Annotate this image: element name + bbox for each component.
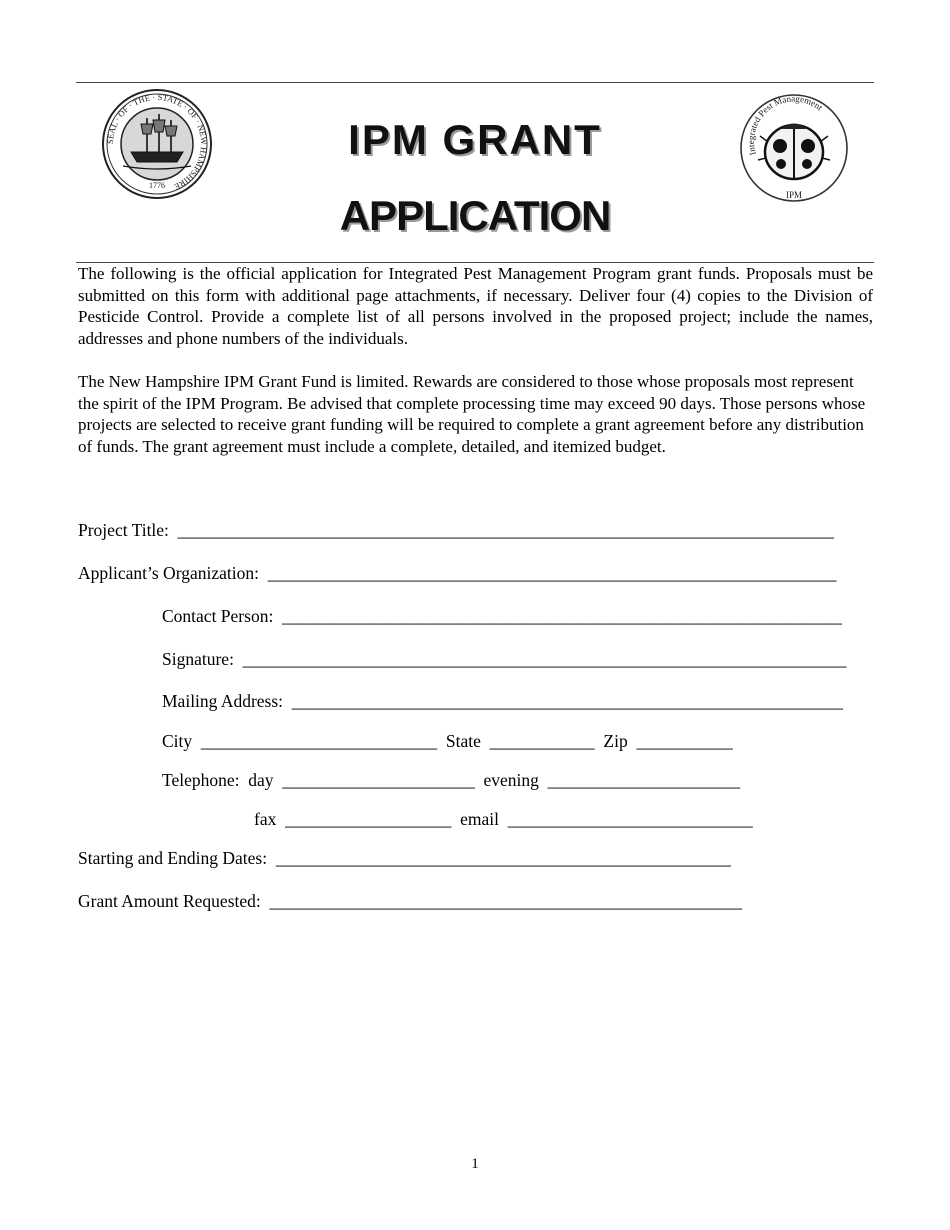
city-state-zip-field[interactable]: City ___________________________ State ____________ Zip ___________ xyxy=(162,731,733,751)
ipm-logo-outer-text: Integrated Pest Management xyxy=(745,93,825,157)
fax-email-field[interactable]: fax ___________________ email ____________________________ xyxy=(254,809,753,829)
ipm-logo xyxy=(738,92,850,204)
project-title-field[interactable]: Project Title: ___________________________________________________________________________ xyxy=(78,520,834,540)
signature-field[interactable]: Signature: _____________________________________________________________________ xyxy=(162,649,847,669)
title-line-1: IPM GRANT xyxy=(348,116,602,163)
seal-year: 1776 xyxy=(149,181,165,190)
mailing-address-field[interactable]: Mailing Address: _______________________________________________________________ xyxy=(162,691,844,711)
top-rule xyxy=(76,82,874,83)
dates-field[interactable]: Starting and Ending Dates: ____________________________________________________ xyxy=(78,848,731,868)
nh-state-seal xyxy=(101,88,213,200)
contact-person-field[interactable]: Contact Person: ________________________________________________________________ xyxy=(162,606,843,626)
ipm-logo-bottom-text: IPM xyxy=(785,190,803,200)
telephone-field[interactable]: Telephone: day ______________________ evening ______________________ xyxy=(162,770,741,790)
title-line-2: APPLICATION xyxy=(339,192,611,239)
grant-amount-field[interactable]: Grant Amount Requested: ______________________________________________________ xyxy=(78,891,743,911)
page-number: 1 xyxy=(471,1156,479,1172)
intro-paragraph-2: The New Hampshire IPM Grant Fund is limited. Rewards are considered to those whose proposals most represent the spirit of the IPM Program. Be advised that complete processing time may exceed 90 days. Those persons whose projects are selected to receive grant funding will be required to complete a grant agreement before any distribution of funds. The grant agreement must include a complete, detailed, and itemized budget. xyxy=(78,372,866,456)
organization-field[interactable]: Applicant’s Organization: _________________________________________________________________ xyxy=(78,563,837,583)
seal-outer-text: SEAL · OF · THE · STATE · OF · NEW HAMPSHIRE xyxy=(104,91,210,193)
intro-paragraph-1: The following is the official application for Integrated Pest Management Program grant funds. Proposals must be submitted on this form with additional page attachments, if necessary. Deliver four (4) copies to the Division of Pesticide Control. Provide a complete list of all persons involved in the proposed project; include the names, addresses and phone numbers of the individuals. xyxy=(78,264,873,348)
